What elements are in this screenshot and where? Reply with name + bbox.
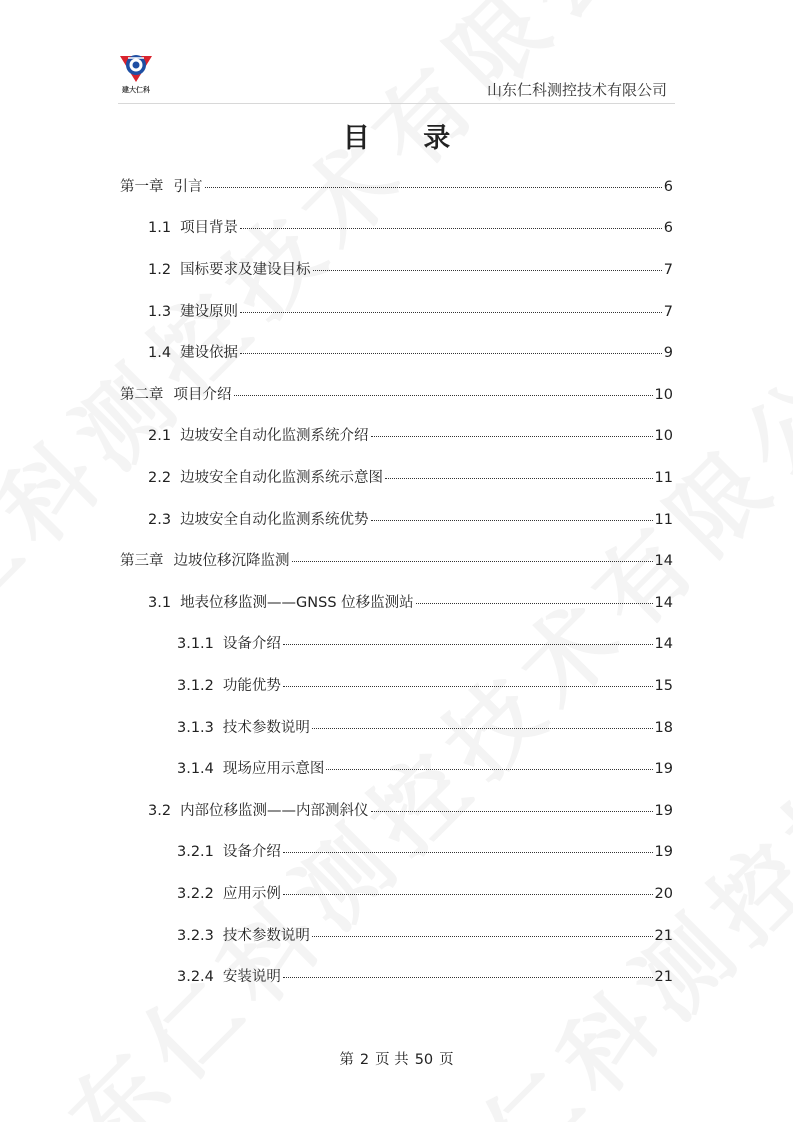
toc-page: 19 [654, 761, 673, 777]
toc-page: 18 [654, 720, 673, 736]
toc-entry[interactable] [177, 634, 673, 654]
toc-label: 建设原则 [180, 304, 239, 320]
toc-entry[interactable] [148, 218, 673, 238]
toc-number: 3.1.4 [177, 761, 214, 777]
toc-leader [240, 353, 662, 354]
toc-entry[interactable] [148, 426, 673, 446]
toc-number: 2.2 [148, 470, 172, 486]
toc-number: 第二章 [120, 387, 164, 403]
toc-number: 3.2.1 [177, 844, 214, 860]
toc-page: 6 [663, 179, 673, 195]
footer-total-pages: 50 [414, 1052, 434, 1068]
toc-page: 21 [654, 928, 673, 944]
toc-leader [205, 187, 662, 188]
toc-entry[interactable] [148, 302, 673, 322]
toc-label: 国标要求及建设目标 [180, 262, 311, 278]
toc-label: 设备介绍 [222, 636, 281, 652]
logo-icon [114, 50, 158, 84]
toc-page: 11 [654, 512, 673, 528]
toc-entry[interactable] [177, 676, 673, 696]
toc-label: 项目介绍 [173, 387, 232, 403]
toc-page: 11 [654, 470, 673, 486]
toc-number: 3.1.3 [177, 720, 214, 736]
toc-leader [371, 436, 653, 437]
toc-leader [240, 228, 662, 229]
toc-label: 项目背景 [180, 220, 239, 236]
toc-page: 14 [654, 553, 673, 569]
toc-page: 14 [654, 595, 673, 611]
footer-middle: 页 共 [375, 1052, 409, 1068]
page-title: 目 录 [342, 123, 473, 154]
company-logo [114, 50, 158, 95]
toc-number: 2.1 [148, 428, 172, 444]
toc-number: 3.2.4 [177, 969, 214, 985]
toc-leader [312, 728, 653, 729]
toc-number: 第三章 [120, 553, 164, 569]
toc-number: 1.3 [148, 304, 172, 320]
toc-page: 21 [654, 969, 673, 985]
toc-number: 3.2.3 [177, 928, 214, 944]
toc-entry[interactable] [177, 926, 673, 946]
toc-label: 技术参数说明 [222, 720, 310, 736]
toc-label: 建设依据 [180, 345, 239, 361]
toc-number: 3.1.1 [177, 636, 214, 652]
toc-leader [371, 520, 653, 521]
toc-entry[interactable] [177, 759, 673, 779]
toc-entry[interactable] [177, 842, 673, 862]
toc-entry[interactable] [148, 468, 673, 488]
toc-page: 19 [654, 803, 673, 819]
toc-leader [240, 312, 662, 313]
toc-leader [283, 644, 653, 645]
toc-leader [283, 686, 653, 687]
toc-number: 1.4 [148, 345, 172, 361]
footer-suffix: 页 [439, 1052, 454, 1068]
toc-number: 1.2 [148, 262, 172, 278]
toc-label: 技术参数说明 [222, 928, 310, 944]
toc-entry[interactable] [148, 343, 673, 363]
toc-label: 边坡安全自动化监测系统优势 [180, 512, 369, 528]
toc-number: 第一章 [120, 179, 164, 195]
toc-leader [416, 603, 653, 604]
toc-entry[interactable] [177, 884, 673, 904]
company-name: 山东仁科测控技术有限公司 [486, 81, 667, 99]
toc-leader [283, 894, 653, 895]
toc-entry[interactable] [120, 177, 673, 197]
toc-entry[interactable] [148, 593, 673, 613]
toc-label: 边坡位移沉降监测 [173, 553, 290, 569]
toc-leader [313, 270, 662, 271]
toc-leader [326, 769, 652, 770]
toc-leader [371, 811, 653, 812]
toc-label: 边坡安全自动化监测系统示意图 [180, 470, 384, 486]
toc-label: 安装说明 [222, 969, 281, 985]
toc-number: 3.2.2 [177, 886, 214, 902]
toc-leader [385, 478, 652, 479]
toc-leader [292, 561, 653, 562]
footer-prefix: 第 [339, 1052, 354, 1068]
toc-number: 1.1 [148, 220, 172, 236]
toc-page: 15 [654, 678, 673, 694]
toc-label: 功能优势 [222, 678, 281, 694]
toc-entry[interactable] [177, 967, 673, 987]
toc-leader [312, 936, 653, 937]
toc-label: 应用示例 [222, 886, 281, 902]
toc-number: 2.3 [148, 512, 172, 528]
toc-page: 7 [663, 262, 673, 278]
toc-label: 现场应用示意图 [222, 761, 325, 777]
toc-entry[interactable] [120, 551, 673, 571]
toc-label: 边坡安全自动化监测系统介绍 [180, 428, 369, 444]
toc-leader [234, 395, 653, 396]
toc-page: 9 [663, 345, 673, 361]
toc-entry[interactable] [148, 260, 673, 280]
footer-current-page: 2 [359, 1052, 370, 1068]
toc-label: 内部位移监测——内部测斜仪 [180, 803, 369, 819]
toc-leader [283, 852, 653, 853]
toc-number: 3.2 [148, 803, 172, 819]
toc-number: 3.1 [148, 595, 172, 611]
toc-entry[interactable] [148, 801, 673, 821]
toc-page: 10 [654, 387, 673, 403]
toc-label: 设备介绍 [222, 844, 281, 860]
toc-page: 6 [663, 220, 673, 236]
toc-page: 7 [663, 304, 673, 320]
toc-page: 14 [654, 636, 673, 652]
toc-label: 引言 [173, 179, 203, 195]
toc-entry[interactable] [120, 385, 673, 405]
toc-leader [283, 977, 653, 978]
toc-entry[interactable] [177, 718, 673, 738]
toc-label: 地表位移监测——GNSS 位移监测站 [180, 595, 414, 611]
logo-text: 建大仁科 [122, 86, 150, 94]
toc-entry[interactable] [148, 510, 673, 530]
header-divider [118, 103, 675, 104]
toc-page: 10 [654, 428, 673, 444]
toc-number: 3.1.2 [177, 678, 214, 694]
toc-page: 20 [654, 886, 673, 902]
page-footer [0, 1048, 793, 1069]
toc-page: 19 [654, 844, 673, 860]
